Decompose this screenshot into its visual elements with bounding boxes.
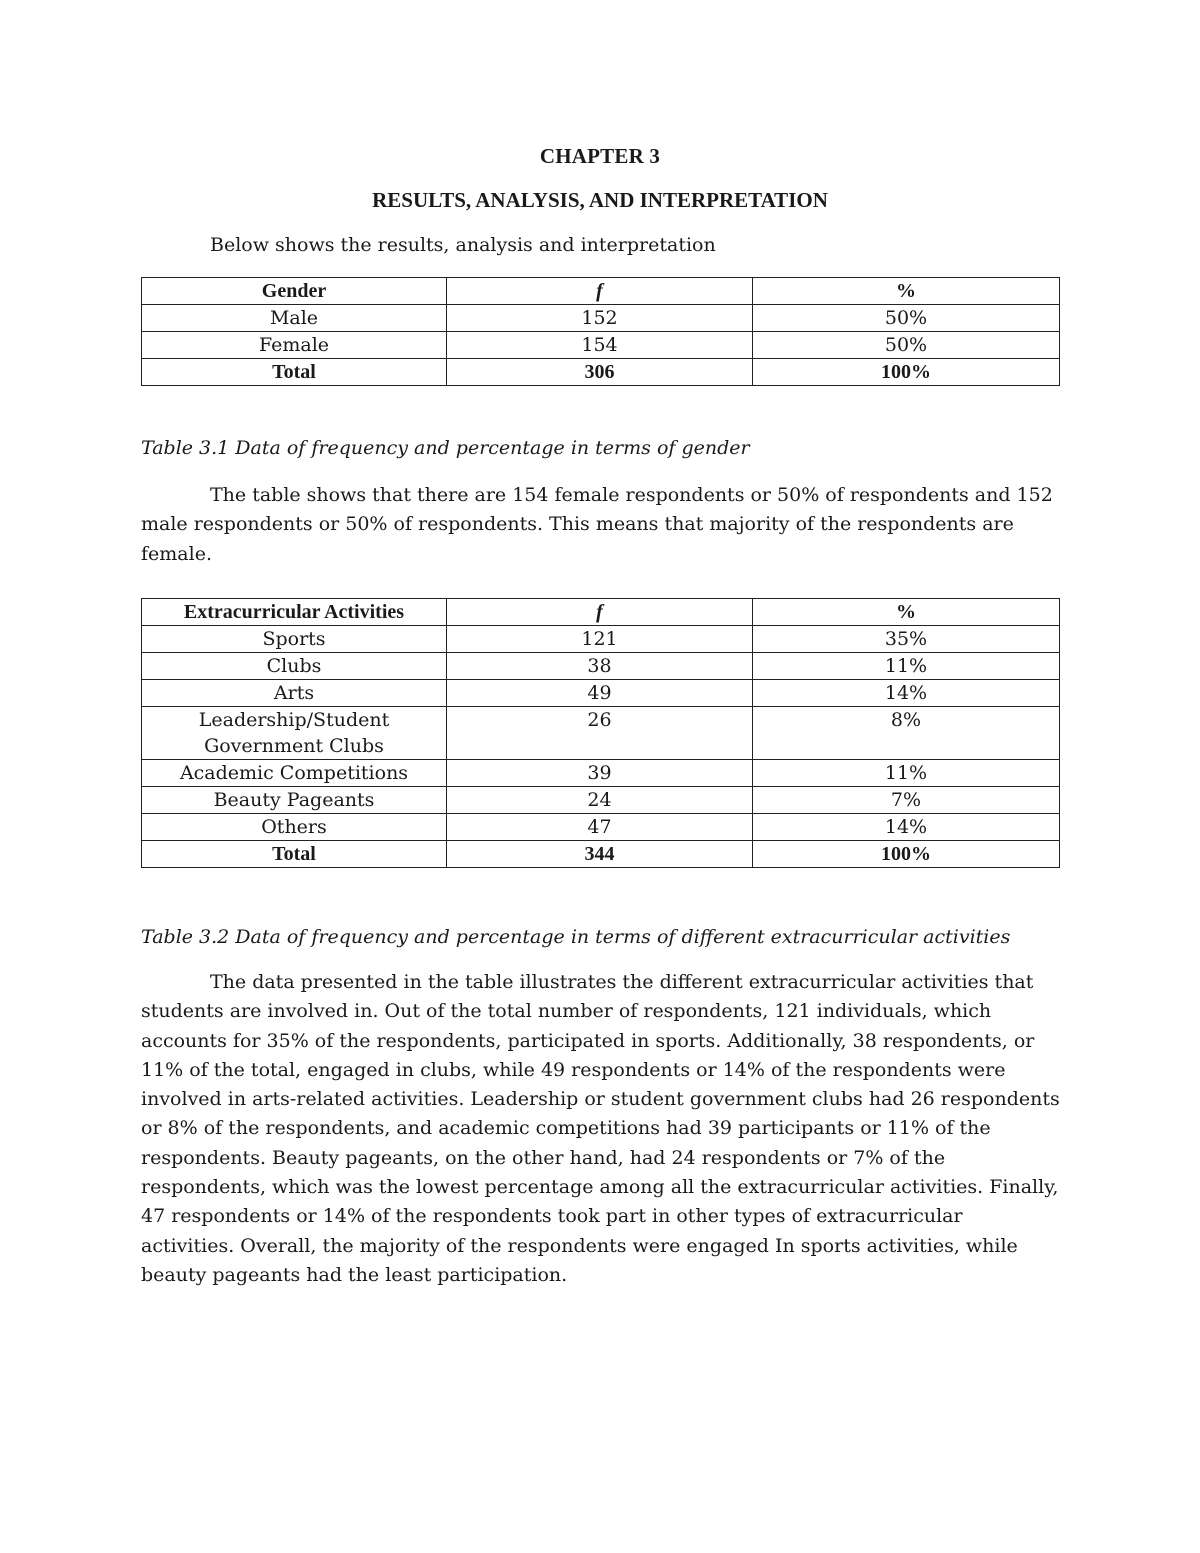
cell-frequency: 152 <box>447 305 753 332</box>
table-row <box>142 787 1060 814</box>
cell-label: Male <box>142 305 447 332</box>
cell-frequency: 26 <box>447 707 753 760</box>
table-row <box>142 680 1060 707</box>
cell-percent: 7% <box>753 787 1060 814</box>
total-frequency: 344 <box>447 841 753 868</box>
cell-label: Female <box>142 332 447 359</box>
cell-percent: 8% <box>753 707 1060 760</box>
total-row <box>142 841 1060 868</box>
cell-frequency: 154 <box>447 332 753 359</box>
cell-label: Clubs <box>142 653 447 680</box>
table-row <box>142 653 1060 680</box>
table-row <box>142 332 1060 359</box>
cell-frequency: 39 <box>447 760 753 787</box>
table-row <box>142 707 1060 760</box>
cell-percent: 14% <box>753 680 1060 707</box>
cell-frequency: 49 <box>447 680 753 707</box>
cell-label: Sports <box>142 626 447 653</box>
table1-caption: Table 3.1 Data of frequency and percentage in terms of gender <box>141 437 750 459</box>
cell-label: Others <box>142 814 447 841</box>
cell-frequency: 24 <box>447 787 753 814</box>
header-gender: Gender <box>142 278 447 305</box>
cell-percent: 14% <box>753 814 1060 841</box>
total-row <box>142 359 1060 386</box>
cell-percent: 35% <box>753 626 1060 653</box>
table-row <box>142 305 1060 332</box>
header-activities: Extracurricular Activities <box>142 599 447 626</box>
intro-text: Below shows the results, analysis and interpretation <box>210 234 716 256</box>
table-row <box>142 626 1060 653</box>
table2-interpretation: The data presented in the table illustrates the different extracurricular activities that students are involved in. Out of the total number of respondents, 121 individuals, which accounts for 35% of the respondents, participated in sports. Additionally, 38 respondents, or 11% of the total, engaged in clubs, while 49 respondents or 14% of the respondents were involved in arts-related activities. Leadership or student government clubs had 26 respondents or 8% of the respondents, and academic competitions had 39 participants or 11% of the respondents. Beauty pageants, on the other hand, had 24 respondents or 7% of the respondents, which was the lowest percentage among all the extracurricular activities. Finally, 47 respondents or 14% of the respondents took part in other types of extracurricular activities. Overall, the majority of the respondents were engaged In sports activities, while beauty pageants had the least participation. <box>141 971 1060 1286</box>
total-label: Total <box>142 841 447 868</box>
cell-label: Leadership/Student Government Clubs <box>142 707 447 760</box>
cell-frequency: 47 <box>447 814 753 841</box>
total-label: Total <box>142 359 447 386</box>
cell-label: Beauty Pageants <box>142 787 447 814</box>
chapter-heading: CHAPTER 3 <box>539 144 661 168</box>
cell-percent: 50% <box>753 332 1060 359</box>
table-row <box>142 814 1060 841</box>
table-header-row <box>142 278 1060 305</box>
gender-table <box>141 277 1060 386</box>
table1-interpretation: The table shows that there are 154 female respondents or 50% of respondents and 152 male respondents or 50% of respondents. This means that majority of the respondents are female. <box>141 484 1053 565</box>
table-header-row <box>142 599 1060 626</box>
total-percent: 100% <box>753 841 1060 868</box>
table-row <box>142 760 1060 787</box>
cell-label: Arts <box>142 680 447 707</box>
activities-table <box>141 598 1060 868</box>
header-frequency: f <box>447 599 753 626</box>
cell-percent: 11% <box>753 653 1060 680</box>
header-percent: % <box>753 278 1060 305</box>
cell-frequency: 38 <box>447 653 753 680</box>
cell-label: Academic Competitions <box>142 760 447 787</box>
cell-frequency: 121 <box>447 626 753 653</box>
total-percent: 100% <box>753 359 1060 386</box>
total-frequency: 306 <box>447 359 753 386</box>
header-percent: % <box>753 599 1060 626</box>
cell-percent: 11% <box>753 760 1060 787</box>
header-frequency: f <box>447 278 753 305</box>
section-title: RESULTS, ANALYSIS, AND INTERPRETATION <box>372 188 828 212</box>
cell-percent: 50% <box>753 305 1060 332</box>
table2-caption: Table 3.2 Data of frequency and percentage in terms of different extracurricular activities <box>141 926 1011 948</box>
